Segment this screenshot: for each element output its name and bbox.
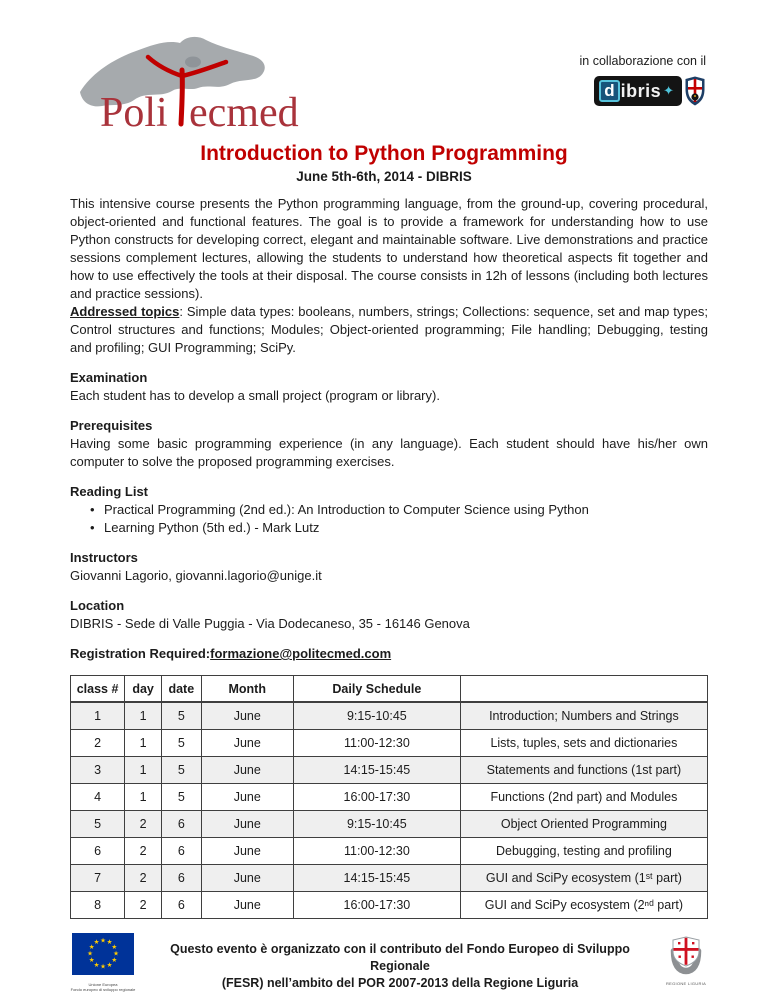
cell-class: 1 — [71, 702, 125, 730]
regione-liguria-caption: REGIONE LIGURIA — [665, 981, 707, 986]
cell-date: 5 — [162, 730, 201, 757]
collaboration-block — [580, 54, 706, 106]
cell-date: 5 — [162, 702, 201, 730]
table-row — [71, 811, 708, 838]
cell-date: 5 — [162, 757, 201, 784]
page-title: Introduction to Python Programming — [200, 142, 568, 165]
genova-crest-icon — [684, 76, 706, 106]
politecmed-logo — [72, 34, 310, 134]
cell-month: June — [201, 757, 293, 784]
svg-text:★: ★ — [100, 962, 106, 971]
cell-schedule: 9:15-10:45 — [293, 702, 460, 730]
registration-line — [70, 645, 708, 663]
cell-topic: Introduction; Numbers and Strings — [460, 702, 707, 730]
dibris-letters: ibris — [620, 80, 662, 101]
section-title: Instructors — [70, 550, 138, 565]
dibris-logo — [580, 76, 706, 106]
registration-email-link[interactable]: formazione@politecmed.com — [210, 646, 392, 661]
cell-month: June — [201, 865, 293, 892]
cell-schedule: 16:00-17:30 — [293, 892, 460, 919]
section-prerequisites — [70, 417, 708, 471]
dibris-wordmark — [594, 76, 682, 106]
cell-day: 1 — [125, 730, 162, 757]
svg-text:★: ★ — [111, 956, 118, 964]
registration-label: Registration Required — [70, 646, 206, 661]
regione-liguria-block — [664, 933, 708, 986]
header — [70, 34, 708, 136]
footer-text-line2: (FESR) nell’ambito del POR 2007-2013 della Regione Liguria — [221, 976, 579, 990]
cell-schedule: 11:00-12:30 — [293, 838, 460, 865]
table-row — [71, 784, 708, 811]
cell-date: 5 — [162, 784, 201, 811]
cell-month: June — [201, 784, 293, 811]
cell-topic: GUI and SciPy ecosystem (1ˢᵗ part) — [460, 865, 707, 892]
cell-day: 2 — [125, 892, 162, 919]
cell-day: 2 — [125, 811, 162, 838]
cell-date: 6 — [162, 865, 201, 892]
cell-schedule: 11:00-12:30 — [293, 730, 460, 757]
eu-flag-caption: Unione Europea Fondo europeo di sviluppo regionale — [70, 982, 136, 992]
cell-class: 7 — [71, 865, 125, 892]
document-body — [70, 195, 708, 919]
cell-date: 6 — [162, 838, 201, 865]
col-header-month: Month — [201, 676, 293, 703]
col-header-day: day — [125, 676, 162, 703]
svg-text:★: ★ — [87, 949, 93, 958]
addressed-topics-text: : Simple data types: booleans, numbers, strings; Collections: sequence, set and map types; Control structures and functions; Modules; Object-oriented programming; File handling; Debugging, testing and profiling; GUI Programming; SciPy. — [70, 304, 708, 355]
section-reading-list — [70, 483, 708, 537]
section-title: Examination — [70, 370, 148, 385]
cell-topic: Lists, tuples, sets and dictionaries — [460, 730, 707, 757]
svg-text:★: ★ — [111, 943, 118, 951]
cell-date: 6 — [162, 811, 201, 838]
section-location — [70, 597, 708, 633]
cell-class: 5 — [71, 811, 125, 838]
table-row — [71, 892, 708, 919]
list-item: • Practical Programming (2nd ed.): An Introduction to Computer Science using Python — [70, 501, 708, 519]
cell-month: June — [201, 892, 293, 919]
cell-topic: Debugging, testing and profiling — [460, 838, 707, 865]
table-row — [71, 702, 708, 730]
cell-topic: Object Oriented Programming — [460, 811, 707, 838]
svg-text:★: ★ — [93, 938, 100, 947]
svg-text:★: ★ — [106, 938, 113, 947]
svg-text:★: ★ — [88, 943, 95, 951]
col-header-date: date — [162, 676, 201, 703]
svg-text:★: ★ — [106, 960, 113, 969]
collaboration-label: in collaborazione con il — [579, 54, 706, 68]
registration-colon: : — [205, 646, 211, 661]
svg-text:★: ★ — [93, 960, 100, 969]
cell-date: 6 — [162, 892, 201, 919]
cell-schedule: 14:15-15:45 — [293, 757, 460, 784]
cell-class: 3 — [71, 757, 125, 784]
section-title: Reading List — [70, 484, 149, 499]
section-body: Each student has to develop a small project (program or library). — [70, 388, 440, 403]
section-body: Having some basic programming experience (in any language). Each student should have his/her own computer to solve the proposed programming exercises. — [70, 436, 708, 469]
list-item: • Learning Python (5th ed.) - Mark Lutz — [70, 519, 708, 537]
footer-text-line1: Questo evento è organizzato con il contributo del Fondo Europeo di Sviluppo Regionale — [170, 942, 630, 973]
eu-flag-icon — [72, 933, 134, 975]
cell-day: 1 — [125, 784, 162, 811]
section-examination — [70, 369, 708, 405]
section-body: DIBRIS - Sede di Valle Puggia - Via Dodecaneso, 35 - 16146 Genova — [70, 616, 470, 631]
section-title: Location — [70, 598, 125, 613]
cell-schedule: 16:00-17:30 — [293, 784, 460, 811]
addressed-topics-label: Addressed topics — [70, 304, 180, 319]
cell-topic: Functions (2nd part) and Modules — [460, 784, 707, 811]
cell-class: 6 — [71, 838, 125, 865]
cell-day: 1 — [125, 757, 162, 784]
cell-day: 2 — [125, 865, 162, 892]
section-body: Giovanni Lagorio, giovanni.lagorio@unige.it — [70, 568, 322, 583]
cell-month: June — [201, 811, 293, 838]
regione-liguria-logo — [666, 935, 706, 975]
page-subtitle: June 5th-6th, 2014 - DIBRIS — [296, 169, 472, 184]
cell-topic: Statements and functions (1st part) — [460, 757, 707, 784]
logo-text-left: Poli — [100, 90, 168, 134]
cell-day: 2 — [125, 838, 162, 865]
dibris-d-letter: d — [599, 80, 619, 102]
intro-text: This intensive course presents the Python programming language, from the ground-up, covering procedural, object-oriented and functional features. The goal is to provide a framework for understanding how to use Python constructs for developing correct, elegant and maintainable software. Live demonstrations and practice sessions complement lectures, allowing the students to understand how theoretical aspects fit together and how to use effectively the tools at their disposal. The course consists in 12h of lessons (including both lectures and practice sessions). — [70, 196, 708, 301]
cell-month: June — [201, 730, 293, 757]
cell-class: 4 — [71, 784, 125, 811]
cell-schedule: 9:15-10:45 — [293, 811, 460, 838]
table-row — [71, 757, 708, 784]
section-title: Prerequisites — [70, 418, 153, 433]
table-header-row — [71, 676, 708, 703]
schedule-table — [70, 675, 708, 919]
cell-month: June — [201, 702, 293, 730]
footer-text — [136, 933, 664, 992]
intro-paragraph — [70, 195, 708, 357]
cell-schedule: 14:15-15:45 — [293, 865, 460, 892]
cell-class: 8 — [71, 892, 125, 919]
cell-class: 2 — [71, 730, 125, 757]
svg-text:★: ★ — [113, 949, 119, 958]
cell-day: 1 — [125, 702, 162, 730]
svg-text:★: ★ — [88, 956, 95, 964]
logo-text-right: ecmed — [189, 90, 299, 134]
col-header-class: class # — [71, 676, 125, 703]
col-header-schedule: Daily Schedule — [293, 676, 460, 703]
cell-topic: GUI and SciPy ecosystem (2ⁿᵈ part) — [460, 892, 707, 919]
figure-head — [185, 57, 201, 68]
table-row — [71, 730, 708, 757]
sparkle-icon: ✦ — [663, 83, 674, 98]
footer — [70, 933, 708, 992]
svg-text:★: ★ — [100, 936, 106, 945]
section-instructors — [70, 549, 708, 585]
eu-flag-block — [70, 933, 136, 992]
table-row — [71, 838, 708, 865]
col-header-topic — [460, 676, 707, 703]
cell-month: June — [201, 838, 293, 865]
table-row — [71, 865, 708, 892]
